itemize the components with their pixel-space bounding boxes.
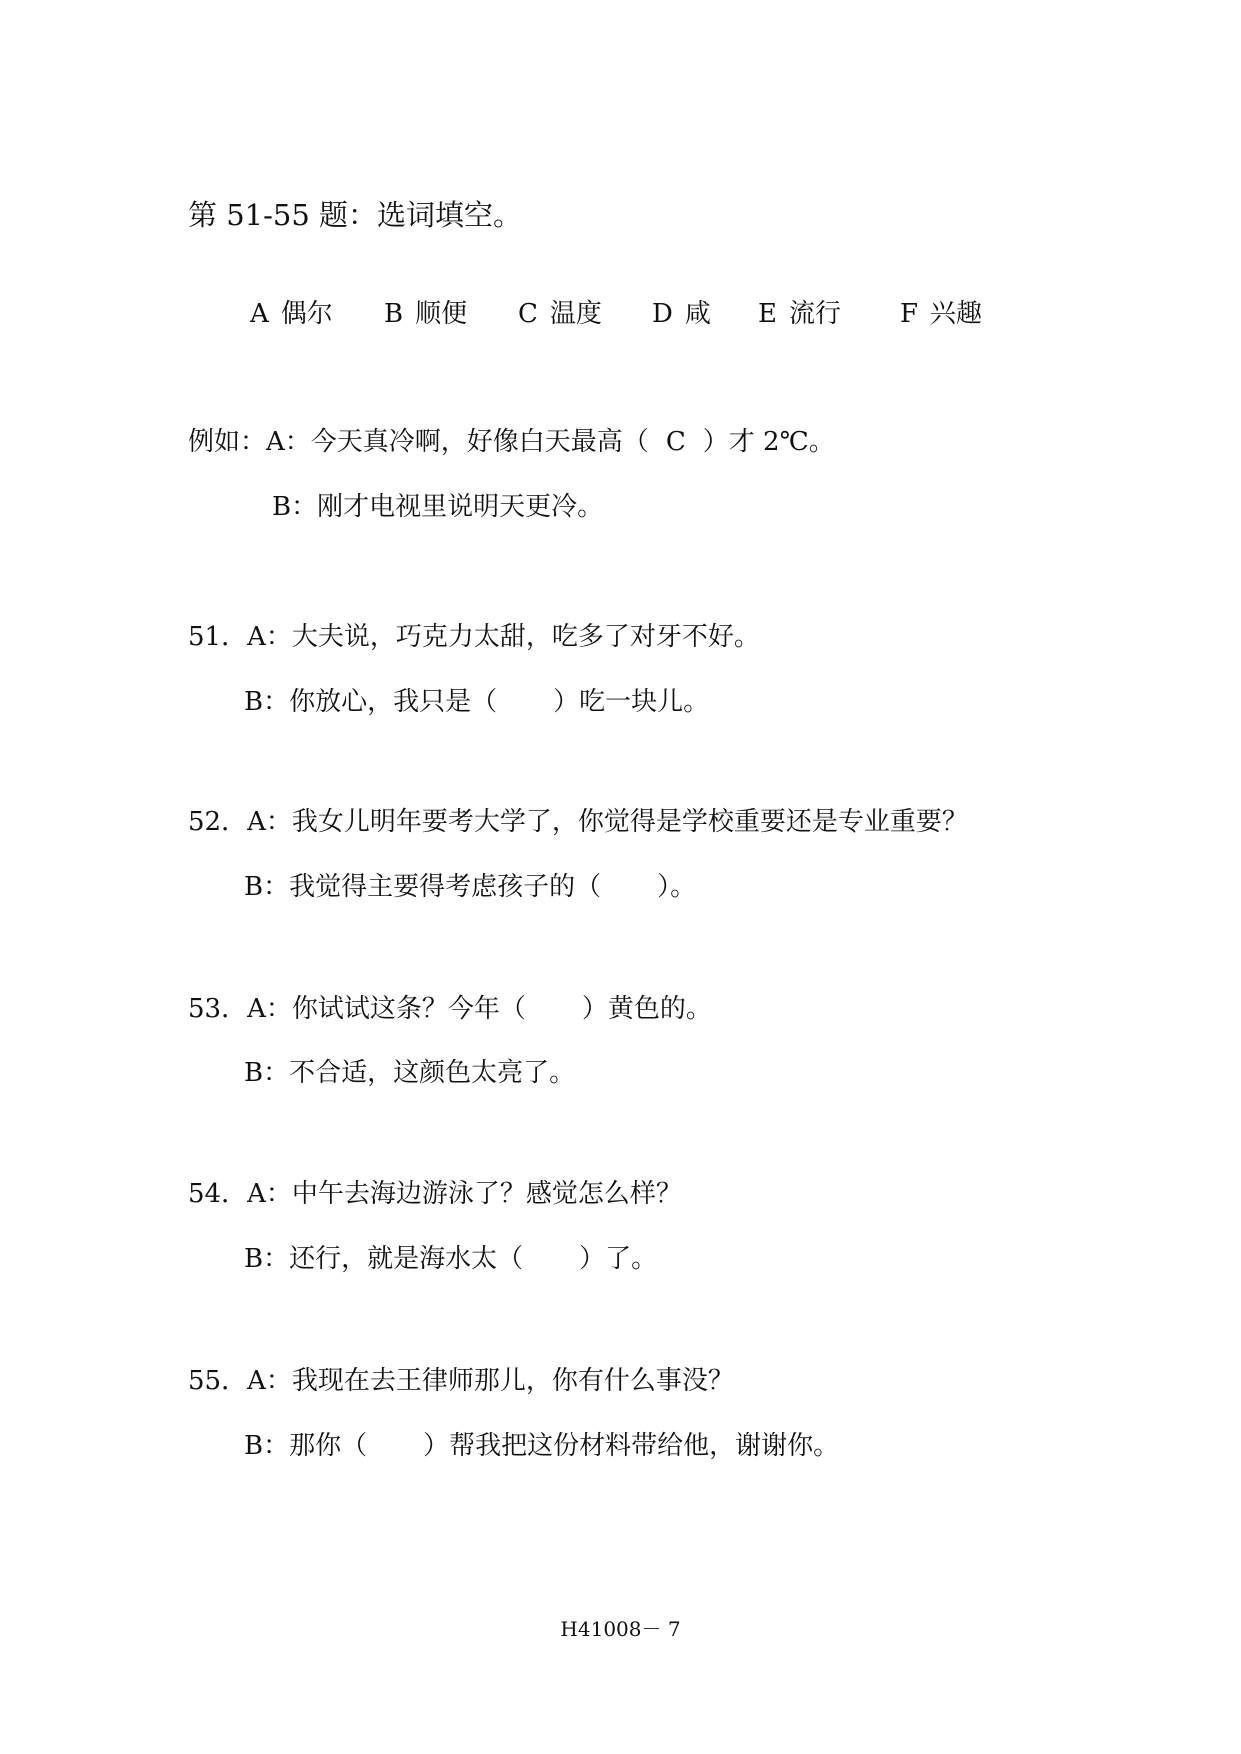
- question-b-suffix: ）帮我把这份材料带给他，谢谢你。: [423, 1431, 840, 1461]
- option-letter: F: [900, 299, 919, 329]
- option-e: [758, 297, 841, 331]
- question-b-suffix: ）了。: [579, 1244, 658, 1274]
- option-word: 偶尔: [280, 299, 333, 329]
- question-a-text: A：我女儿明年要考大学了，你觉得是学校重要还是专业重要？: [247, 807, 968, 837]
- question-54-b: [244, 1242, 657, 1276]
- question-55-a: [188, 1364, 734, 1398]
- question-52-b: [244, 870, 696, 904]
- question-a-suffix: ）黄色的。: [581, 994, 712, 1024]
- example-a-suffix: ）才 2℃。: [702, 427, 835, 457]
- question-53-b: B：不合适，这颜色太亮了。: [244, 1058, 576, 1088]
- question-b-prefix: B：那你（: [244, 1431, 368, 1461]
- example-a-prefix: A：今天真冷啊，好像白天最高（: [266, 427, 649, 457]
- example-answer: C: [665, 427, 686, 457]
- example-line-a: [188, 425, 835, 459]
- option-f: [900, 297, 982, 331]
- question-number: 53．: [188, 994, 248, 1024]
- question-b-prefix: B：还行，就是海水太（: [244, 1244, 524, 1274]
- question-number: 54．: [188, 1179, 248, 1209]
- example-line-b: B：刚才电视里说明天更冷。: [272, 492, 604, 522]
- question-a-text: A：我现在去王律师那儿，你有什么事没？: [247, 1366, 734, 1396]
- example-label: 例如：: [188, 427, 267, 457]
- question-54-a: [188, 1177, 682, 1211]
- option-word: 兴趣: [930, 299, 983, 329]
- option-a: [250, 297, 333, 331]
- option-letter: B: [384, 299, 404, 329]
- option-word: 流行: [788, 299, 841, 329]
- question-52-a: [188, 805, 968, 839]
- question-a-text: A：大夫说，巧克力太甜，吃多了对牙不好。: [247, 622, 760, 652]
- question-b-prefix: B：我觉得主要得考虑孩子的（: [244, 872, 602, 902]
- option-word: 咸: [684, 299, 711, 329]
- section-title: 第 51-55 题：选词填空。: [188, 198, 523, 232]
- option-letter: D: [652, 299, 673, 329]
- question-55-b: [244, 1429, 839, 1463]
- option-letter: A: [250, 299, 269, 329]
- option-c: [518, 297, 602, 331]
- question-53-a: [188, 992, 712, 1026]
- question-number: 51．: [188, 622, 248, 652]
- question-51-b: [244, 685, 709, 719]
- page-footer: H41008－ 7: [560, 1617, 681, 1641]
- option-b: [384, 297, 467, 331]
- question-51-a: [188, 620, 760, 654]
- option-letter: E: [758, 299, 777, 329]
- question-b-prefix: B：你放心，我只是（: [244, 687, 498, 717]
- option-word: 温度: [549, 299, 602, 329]
- question-number: 55．: [188, 1366, 248, 1396]
- question-b-suffix: ）。: [657, 872, 697, 902]
- question-number: 52．: [188, 807, 248, 837]
- option-word: 顺便: [415, 299, 468, 329]
- option-letter: C: [518, 299, 538, 329]
- option-d: [652, 297, 711, 331]
- question-b-suffix: ）吃一块儿。: [553, 687, 710, 717]
- question-a-text: A：中午去海边游泳了？感觉怎么样？: [247, 1179, 682, 1209]
- question-a-prefix: A：你试试这条？今年（: [247, 994, 526, 1024]
